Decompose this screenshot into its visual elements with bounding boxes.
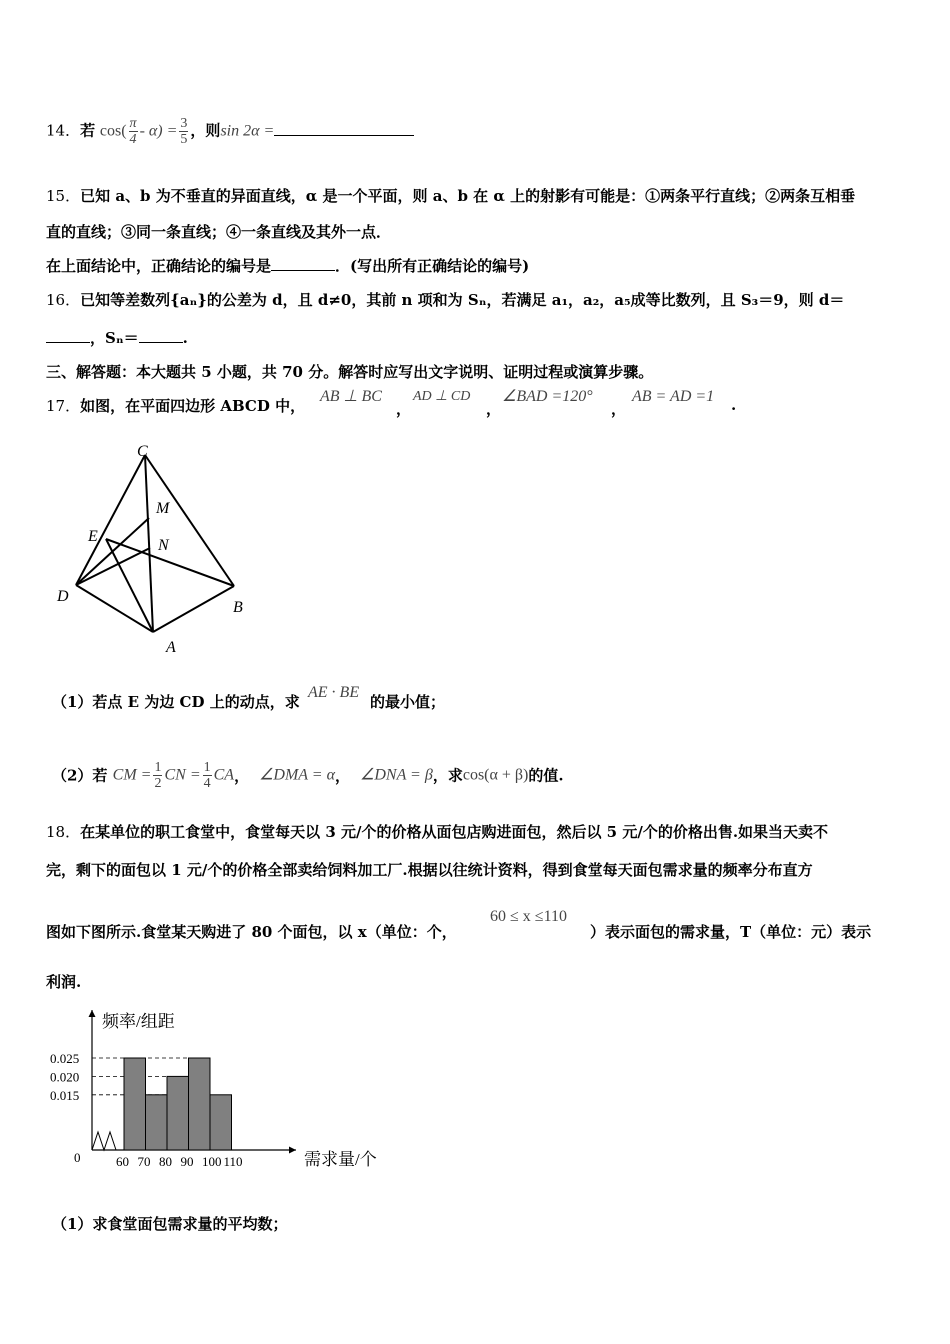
condition-angle-bad: ∠BAD =120° (502, 388, 593, 405)
condition-ab-perp-bc: AB ⊥ BC (320, 388, 382, 405)
question-17-part-1-end: 的最小值； (370, 693, 446, 711)
y-tick-label: 0.020 (50, 1069, 80, 1085)
x-tick-label: 80 (159, 1154, 172, 1169)
q14-fraction-3-5: $\frac{3}{5}$ (180, 116, 188, 147)
vertex-label-c: C (137, 443, 148, 460)
question-number: 15． (46, 187, 81, 205)
edge-cd (76, 455, 145, 585)
separator: ， (396, 400, 412, 418)
point-label-m: M (156, 500, 170, 517)
x-tick-label: 60 (116, 1154, 129, 1169)
axis-break (92, 1132, 116, 1150)
fraction-one-half: $\frac{1}{2}$ (154, 760, 162, 791)
question-number: 16． (46, 291, 81, 309)
question-18-line-3a: 图如下图所示.食堂某天购进了 80 个面包，以 x（单位：个， (46, 923, 457, 941)
question-18-part-1: （1）求食堂面包需求量的平均数； (52, 1215, 288, 1233)
bar-[90,100) (189, 1058, 211, 1150)
demand-range: 60 ≤ x ≤110 (490, 908, 567, 925)
sentence-end: . (731, 396, 737, 414)
answer-blank[interactable] (271, 256, 335, 271)
question-15-line-1: 15．已知 a、b 为不垂直的异面直线，α 是一个平面，则 a、b 在 α 上的射影有可能是：①两条平行直线；②两条互相垂 (46, 187, 856, 205)
condition-ab-equals-ad: AB = AD =1 (632, 388, 715, 405)
bar-[100,110) (210, 1095, 232, 1150)
section-heading: 三、解答题：本大题共 5 小题，共 70 分。解答时应写出文字说明、证明过程或演算步骤。 (46, 363, 654, 381)
vector-product-ae-be: AE · BE (308, 684, 360, 701)
vertex-label-b: B (233, 599, 243, 616)
q14-fraction-pi-4: $\frac{\pi}{4}$ (129, 116, 137, 147)
point-label-n: N (158, 537, 169, 554)
x-axis-label: 需求量/个 (304, 1150, 377, 1169)
answer-blank[interactable] (274, 121, 414, 136)
q14-cos: cos( (99, 122, 127, 140)
angle-dma: ∠DMA = α (259, 766, 335, 784)
separator: ， (486, 400, 502, 418)
answer-blank-sn[interactable] (139, 328, 183, 343)
separator: ， (611, 400, 627, 418)
vertex-label-a: A (166, 639, 176, 656)
q14-middle: - α) = (139, 122, 178, 140)
vertex-label-d: D (57, 588, 69, 605)
question-16-line-1: 16．已知等差数列{aₙ}的公差为 d，且 d≠0，其前 n 项和为 Sₙ，若满足 a₁，a₂，a₅成等比数列，且 S₃＝9，则 d＝ (46, 291, 845, 309)
angle-dna: ∠DNA = β (360, 766, 433, 784)
question-15-line-2: 直的直线；③同一条直线；④一条直线及其外一点． (46, 223, 392, 241)
origin-label: 0 (74, 1150, 81, 1165)
bar-[60,70) (124, 1058, 146, 1150)
question-14 (46, 116, 910, 147)
bar-[80,90) (167, 1076, 189, 1150)
question-number: 17． (46, 397, 81, 415)
edge-ca (145, 455, 153, 632)
frequency-histogram (46, 1000, 406, 1180)
x-tick-label: 90 (180, 1154, 194, 1169)
condition-ad-perp-cd: AD ⊥ CD (413, 389, 471, 404)
question-18-line-3b: ）表示面包的需求量，T（单位：元）表示 (590, 923, 872, 941)
y-axis-label: 频率/组距 (102, 1012, 175, 1031)
cos-alpha-plus-beta: cos(α + β) (462, 766, 529, 784)
question-15-line-3: 在上面结论中，正确结论的编号是 ．(写出所有正确结论的编号) (46, 257, 530, 275)
question-17-part-1: （1）若点 E 为边 CD 上的动点，求 (52, 693, 300, 711)
question-18-line-1: 18．在某单位的职工食堂中，食堂每天以 3 元/个的价格从面包店购进面包，然后以 5 元/个的价格出售.如果当天卖不 (46, 823, 829, 841)
question-number: 14． (46, 121, 81, 140)
question-17-part-2: （2）若 CM = $\frac{1}{2}$ CN = $\frac{1}{4}$ CA， ∠DMA = α， ∠DNA = β，求cos(α + β)的值. (52, 760, 564, 791)
x-tick-label: 110 (223, 1154, 243, 1169)
q14-then: ，则 (190, 121, 221, 140)
x-tick-label: 100 (202, 1154, 222, 1169)
x-tick-label: 70 (137, 1154, 151, 1169)
answer-blank-d[interactable] (46, 328, 90, 343)
edge-ab (153, 586, 234, 632)
eq-ca: CA (213, 766, 235, 784)
geometry-figure (46, 440, 266, 660)
eq-cm: CM = (112, 766, 152, 784)
q14-target: sin 2α = (220, 122, 275, 140)
question-18-line-4: 利润. (46, 973, 82, 991)
question-number: 18． (46, 823, 81, 841)
eq-cn: CN = (164, 766, 201, 784)
question-18-line-2: 完，剩下的面包以 1 元/个的价格全部卖给饲料加工厂.根据以往统计资料，得到食堂每天面包需求量的频率分布直方 (46, 861, 813, 879)
edge-cb (145, 455, 234, 586)
y-tick-label: 0.025 (50, 1051, 80, 1066)
bar-[70,80) (146, 1095, 168, 1150)
fraction-one-quarter: $\frac{1}{4}$ (203, 760, 211, 791)
question-17-intro: 17．如图，在平面四边形 ABCD 中， (46, 397, 306, 415)
q14-prefix: 若 (80, 121, 96, 140)
y-tick-label: 0.015 (50, 1087, 80, 1103)
point-label-e: E (88, 528, 98, 545)
question-16-line-2: ，Sₙ＝ . (46, 328, 910, 348)
